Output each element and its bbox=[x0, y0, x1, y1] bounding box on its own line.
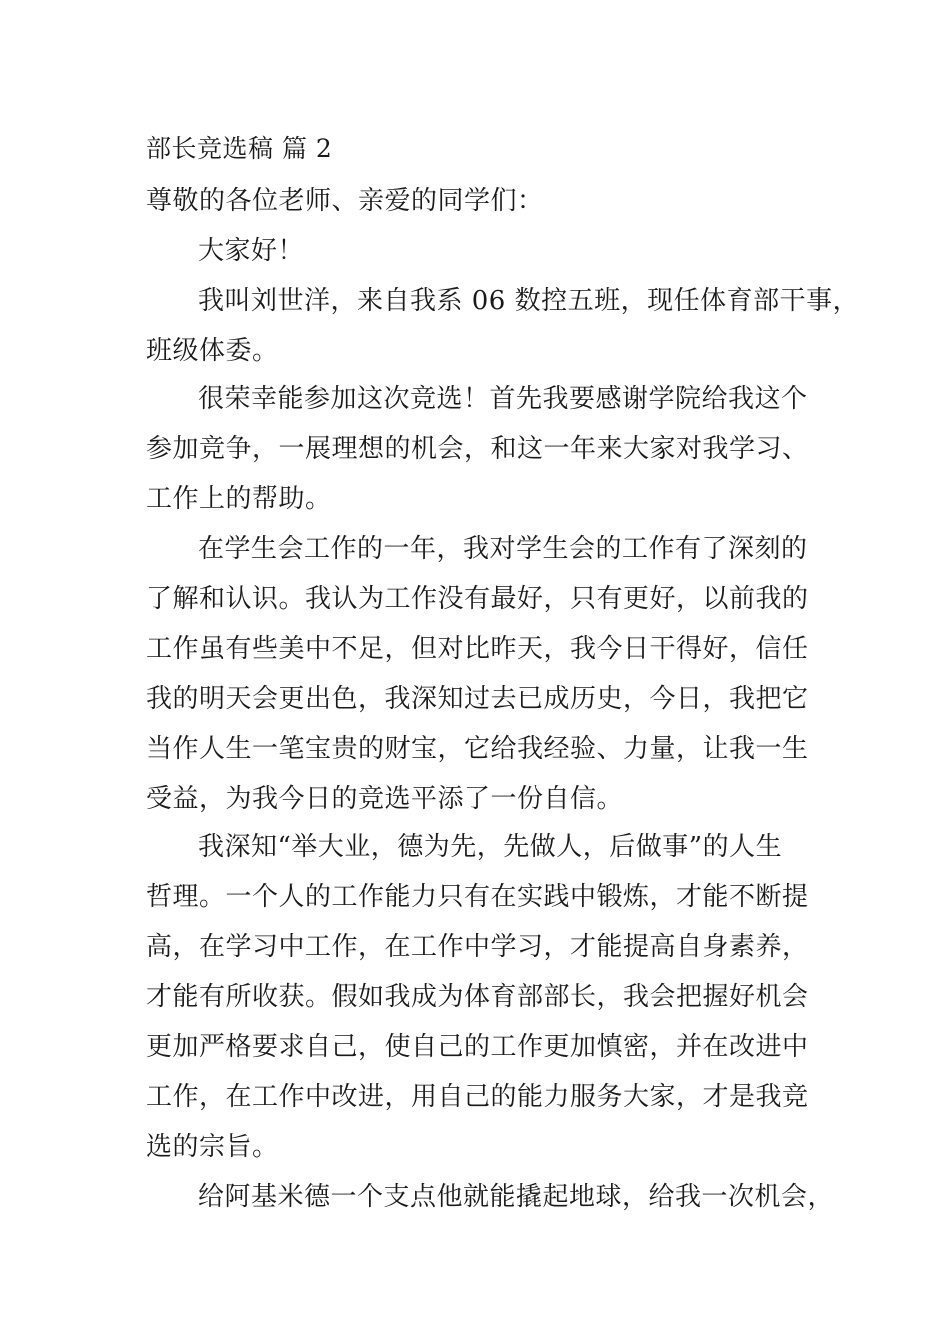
paragraph-4-line-4: 才能有所收获。假如我成为体育部部长，我会把握好机会 bbox=[146, 982, 809, 1012]
paragraph-3-line-5: 当作人生一笔宝贵的财宝，它给我经验、力量，让我一生 bbox=[146, 734, 809, 764]
paragraph-4-line-7: 选的宗旨。 bbox=[146, 1132, 279, 1162]
document-title: 部长竞选稿 篇 2 bbox=[146, 134, 333, 163]
paragraph-2-line-3: 工作上的帮助。 bbox=[146, 484, 332, 514]
paragraph-1-line-2: 班级体委。 bbox=[146, 336, 279, 366]
paragraph-3-line-3: 工作虽有些美中不足，但对比昨天，我今日干得好，信任 bbox=[146, 634, 809, 664]
paragraph-1-line-1: 我叫刘世洋，来自我系 06 数控五班，现任体育部干事， bbox=[198, 286, 860, 316]
paragraph-4-line-3: 高，在学习中工作，在工作中学习，才能提高自身素养， bbox=[146, 932, 809, 962]
salutation: 尊敬的各位老师、亲爱的同学们： bbox=[146, 186, 544, 216]
paragraph-3-line-2: 了解和认识。我认为工作没有最好，只有更好，以前我的 bbox=[146, 584, 809, 614]
greeting: 大家好！ bbox=[198, 236, 305, 266]
paragraph-4-line-6: 工作，在工作中改进，用自己的能力服务大家，才是我竞 bbox=[146, 1082, 809, 1112]
paragraph-2-line-1: 很荣幸能参加这次竞选！首先我要感谢学院给我这个 bbox=[198, 384, 808, 414]
paragraph-4-line-1: 我深知“举大业，德为先，先做人，后做事”的人生 bbox=[198, 832, 783, 862]
paragraph-4-line-2: 哲理。一个人的工作能力只有在实践中锻炼，才能不断提 bbox=[146, 882, 809, 912]
paragraph-3-line-6: 受益，为我今日的竞选平添了一份自信。 bbox=[146, 784, 624, 814]
paragraph-5-line-1: 给阿基米德一个支点他就能撬起地球，给我一次机会， bbox=[198, 1182, 835, 1212]
paragraph-4-line-5: 更加严格要求自己，使自己的工作更加慎密，并在改进中 bbox=[146, 1032, 809, 1062]
paragraph-3-line-1: 在学生会工作的一年，我对学生会的工作有了深刻的 bbox=[198, 534, 808, 564]
paragraph-2-line-2: 参加竞争，一展理想的机会，和这一年来大家对我学习、 bbox=[146, 434, 809, 464]
paragraph-3-line-4: 我的明天会更出色，我深知过去已成历史，今日，我把它 bbox=[146, 684, 809, 714]
